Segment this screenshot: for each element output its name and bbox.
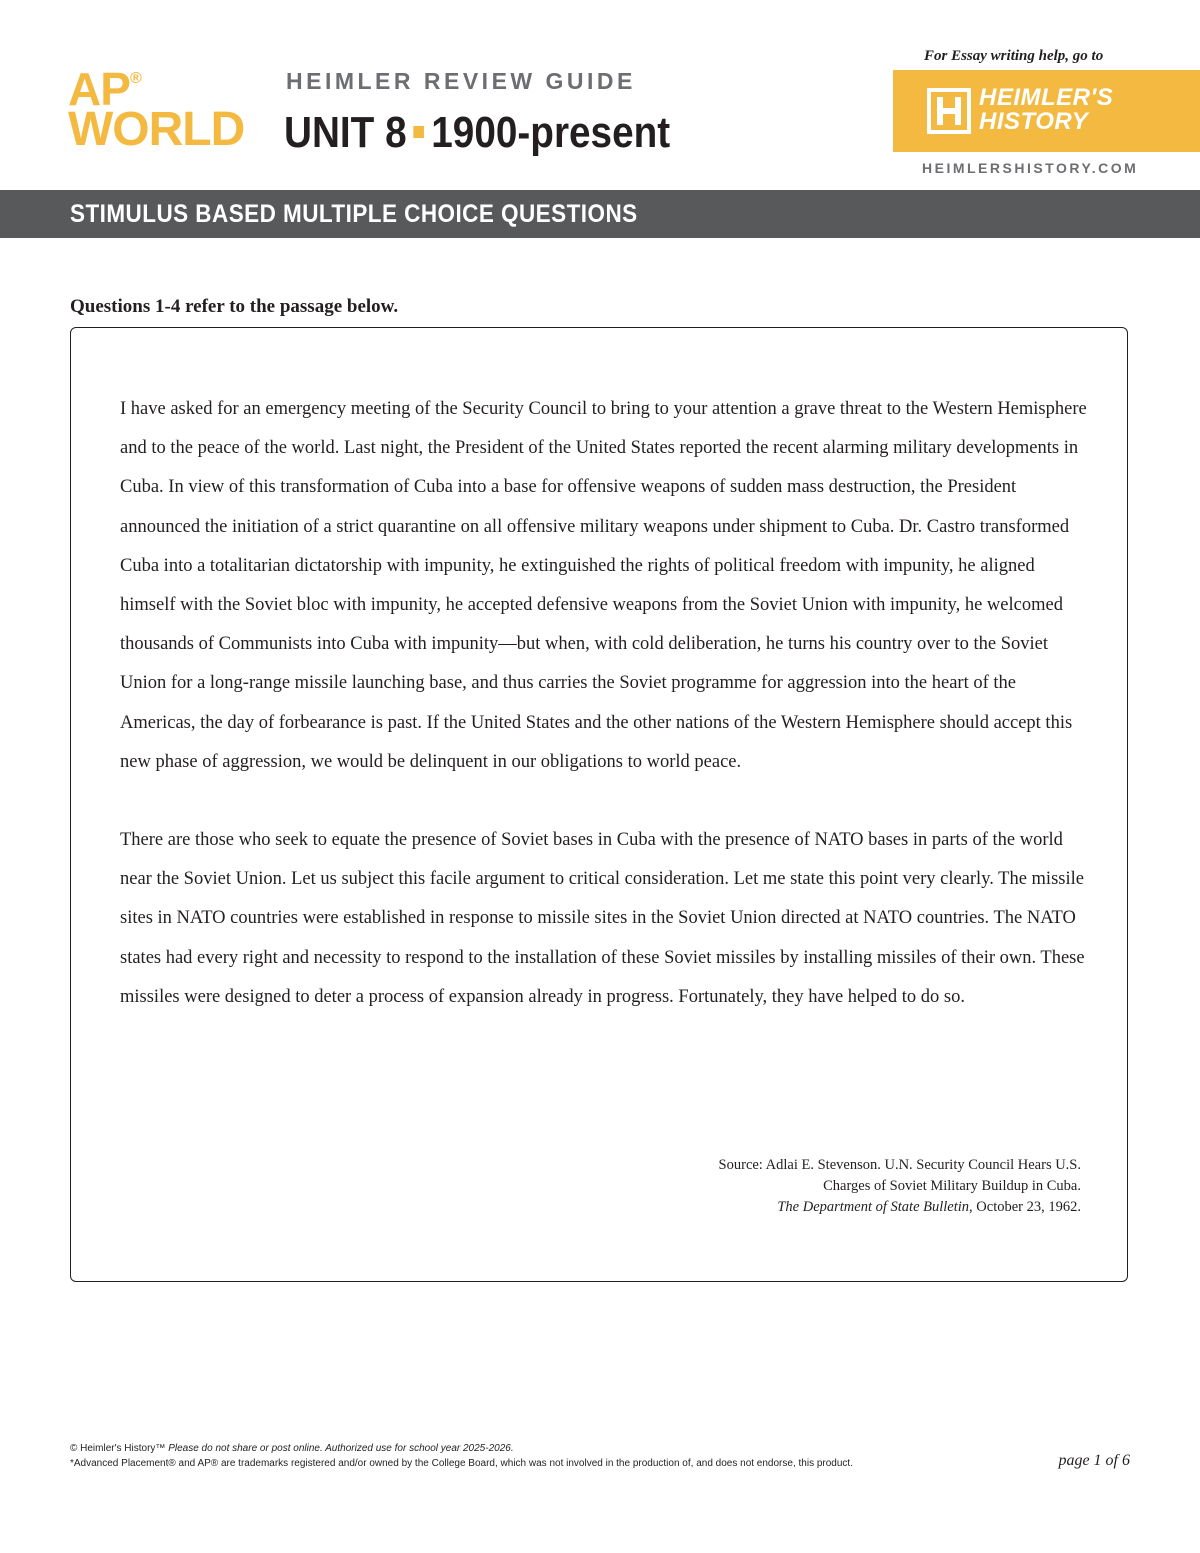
brand-name-line1: HEIMLER'S bbox=[979, 84, 1114, 111]
section-header-bar bbox=[0, 190, 1200, 238]
section-title: STIMULUS BASED MULTIPLE CHOICE QUESTIONS bbox=[70, 200, 638, 228]
source-line-2: Charges of Soviet Military Buildup in Cuba. bbox=[823, 1178, 1081, 1194]
passage-paragraph-2: There are those who seek to equate the presence of Soviet bases in Cuba with the presence of NATO bases in parts of the world near the Soviet Union. Let us subject this facile argument to critical consideration. Let me state this point very clearly. The missile sites in NATO countries were established in response to missile sites in the Soviet Union directed at NATO countries. The NATO states had every right and necessity to respond to the installation of these Soviet missiles by installing missiles of their own. These missiles were designed to deter a process of expansion already in progress. Fortunately, they have helped to do so. bbox=[120, 830, 1085, 1007]
footer-copyright-line bbox=[70, 1441, 1130, 1456]
brand-url-link[interactable]: HEIMLERSHISTORY.COM bbox=[922, 160, 1139, 176]
source-date: , October 23, 1962. bbox=[969, 1199, 1081, 1215]
page-number: page 1 of 6 bbox=[1058, 1452, 1130, 1469]
ap-logo-text: AP bbox=[68, 63, 130, 115]
source-line-1: Source: Adlai E. Stevenson. U.N. Security Council Hears U.S. bbox=[718, 1157, 1081, 1173]
unit-period: 1900-present bbox=[431, 108, 671, 157]
ap-logo-registered: ® bbox=[130, 70, 142, 87]
guide-label: HEIMLER REVIEW GUIDE bbox=[286, 68, 636, 94]
ap-world-logo bbox=[68, 63, 268, 158]
unit-separator bbox=[414, 126, 425, 138]
footer bbox=[70, 1441, 1130, 1471]
source-citation bbox=[521, 1155, 1081, 1218]
footer-notice: Please do not share or post online. Authorized use for school year 2025-2026. bbox=[168, 1443, 514, 1454]
source-line-3 bbox=[521, 1197, 1081, 1218]
heimler-h-logo-icon bbox=[927, 88, 971, 134]
heimlers-history-brand-link[interactable] bbox=[893, 70, 1200, 152]
source-publication: The Department of State Bulletin bbox=[777, 1199, 970, 1215]
passage-text bbox=[120, 390, 1088, 1056]
passage-paragraph-1: I have asked for an emergency meeting of the Security Council to bring to your attention a grave threat to the Western Hemisphere and to the peace of the world. Last night, the President of the United States reported the recent alarming military developments in Cuba. In view of this transformation of Cuba into a base for offensive weapons of sudden mass destruction, the President announced the initiation of a strict quarantine on all offensive military weapons under shipment to Cuba. Dr. Castro transformed Cuba into a totalitarian dictatorship with impunity, he extinguished the rights of political freedom with impunity, he aligned himself with the Soviet bloc with impunity, he accepted defensive weapons from the Soviet Union with impunity, he welcomed thousands of Communists into Cuba with impunity—but when, with cold deliberation, he turns his country over to the Soviet Union for a long-range missile launching base, and thus carries the Soviet programme for aggression into the heart of the Americas, the day of forbearance is past. If the United States and the other nations of the Western Hemisphere should accept this new phase of aggression, we would be delinquent in our obligations to world peace. bbox=[120, 399, 1087, 772]
brand-name bbox=[979, 86, 1113, 134]
unit-title bbox=[284, 108, 670, 158]
footer-copyright: © Heimler's History™ bbox=[70, 1443, 166, 1454]
questions-intro: Questions 1-4 refer to the passage below. bbox=[70, 296, 399, 317]
essay-help-note: For Essay writing help, go to bbox=[924, 48, 1104, 64]
unit-label: UNIT 8 bbox=[284, 108, 407, 157]
brand-name-line2: HISTORY bbox=[979, 108, 1089, 135]
footer-trademark: *Advanced Placement® and AP® are trademarks registered and/or owned by the College Board, which was not involved in the production of, and does not endorse, this product. bbox=[70, 1458, 853, 1469]
world-logo-text: WORLD bbox=[68, 103, 245, 156]
